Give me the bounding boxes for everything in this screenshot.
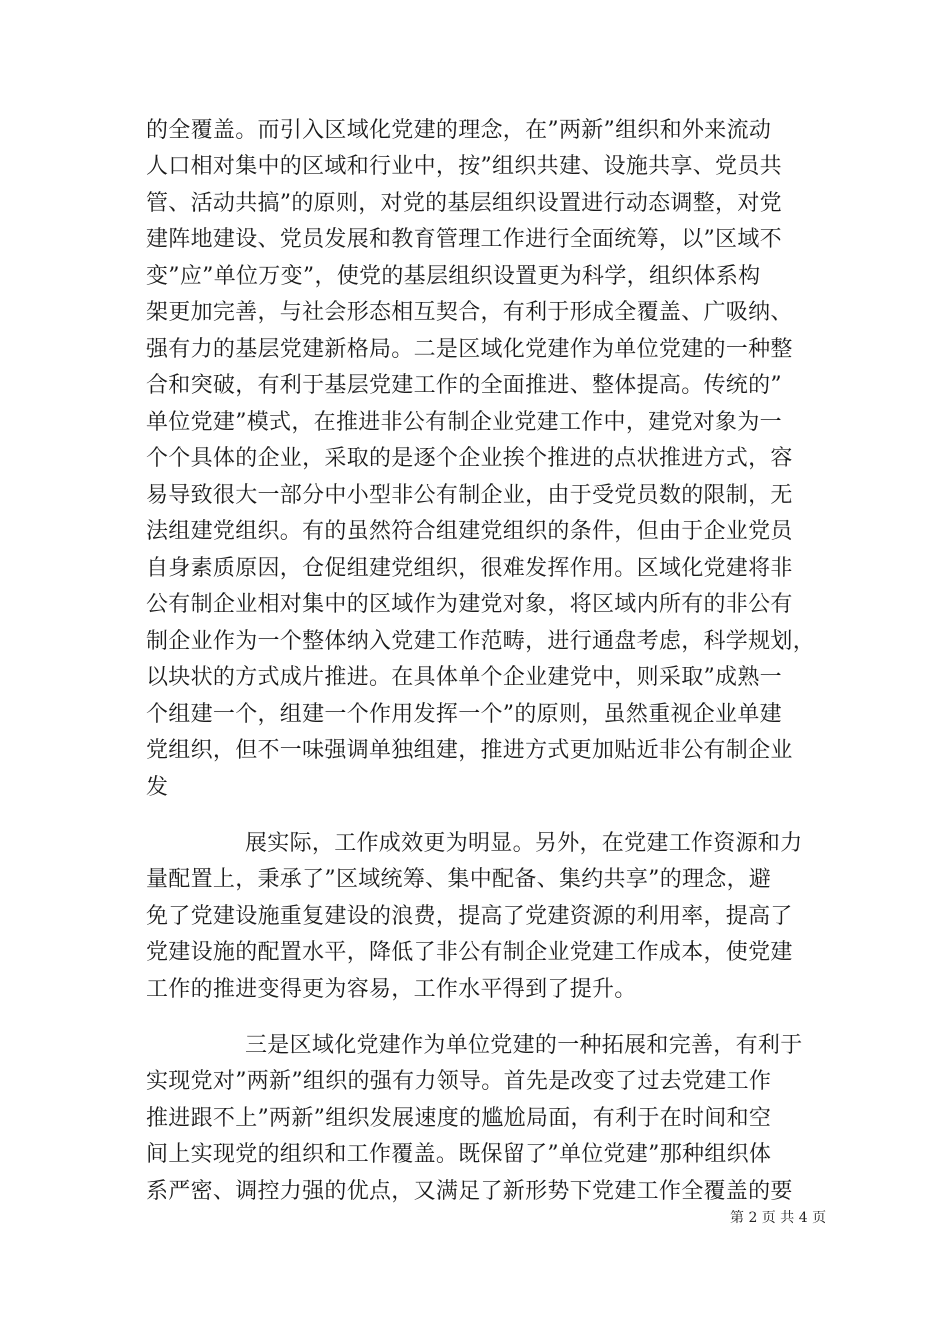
text-line: 制企业作为一个整体纳入党建工作范畴，进行通盘考虑，科学规划，: [146, 629, 816, 654]
text-line: 量配置上，秉承了”区域统筹、集中配备、集约共享”的理念，避: [146, 867, 772, 892]
text-line: 工作的推进变得更为容易，工作水平得到了提升。: [146, 977, 637, 1002]
text-line: 党组织，但不一味强调单独组建，推进方式更加贴近非公有制企业: [146, 738, 793, 763]
text-line: 实现党对”两新”组织的强有力领导。首先是改变了过去党建工作: [146, 1069, 772, 1094]
text-line: 展实际，工作成效更为明显。另外，在党建工作资源和力: [245, 831, 803, 856]
text-line: 公有制企业相对集中的区域作为建党对象，将区域内所有的非公有: [146, 592, 793, 617]
text-line: 个组建一个，组建一个作用发挥一个”的原则，虽然重视企业单建: [146, 702, 782, 727]
text-line: 间上实现党的组织和工作覆盖。既保留了”单位党建”那种组织体: [146, 1142, 772, 1167]
text-line: 以块状的方式成片推进。在具体单个企业建党中，则采取”成熟一: [146, 665, 782, 690]
text-line: 系严密、调控力强的优点，又满足了新形势下党建工作全覆盖的要: [146, 1179, 793, 1204]
text-line: 变”应”单位万变”，使党的基层组织设置更为科学，组织体系构: [146, 264, 761, 289]
text-line: 建阵地建设、党员发展和教育管理工作进行全面统筹，以”区域不: [146, 227, 782, 252]
page-number: 第 2 页 共 4 页: [730, 1210, 827, 1226]
text-line: 合和突破，有利于基层党建工作的全面推进、整体提高。传统的”: [146, 373, 782, 398]
text-line: 架更加完善，与社会形态相互契合，有利于形成全覆盖、广吸纳、: [146, 300, 793, 325]
text-line: 强有力的基层党建新格局。二是区域化党建作为单位党建的一种整: [146, 337, 793, 362]
text-line: 三是区域化党建作为单位党建的一种拓展和完善，有利于: [245, 1033, 803, 1058]
text-line: 党建设施的配置水平，降低了非公有制企业党建工作成本，使党建: [146, 940, 793, 965]
text-line: 个个具体的企业，采取的是逐个企业挨个推进的点状推进方式，容: [146, 446, 793, 471]
text-line: 单位党建”模式，在推进非公有制企业党建工作中，建党对象为一: [146, 410, 782, 435]
text-line: 自身素质原因，仓促组建党组织，很难发挥作用。区域化党建将非: [146, 556, 793, 581]
text-line: 管、活动共搞”的原则，对党的基层组织设置进行动态调整，对党: [146, 191, 782, 216]
text-line: 推进跟不上”两新”组织发展速度的尴尬局面，有利于在时间和空: [146, 1106, 772, 1131]
text-line: 易导致很大一部分中小型非公有制企业，由于受党员数的限制，无: [146, 483, 793, 508]
text-line: 发: [146, 775, 169, 800]
text-line: 的全覆盖。而引入区域化党建的理念，在”两新”组织和外来流动: [146, 118, 772, 143]
text-line: 法组建党组织。有的虽然符合组建党组织的条件，但由于企业党员: [146, 519, 793, 544]
text-line: 免了党建设施重复建设的浪费，提高了党建资源的利用率，提高了: [146, 904, 793, 929]
text-line: 人口相对集中的区域和行业中，按”组织共建、设施共享、党员共: [146, 154, 782, 179]
